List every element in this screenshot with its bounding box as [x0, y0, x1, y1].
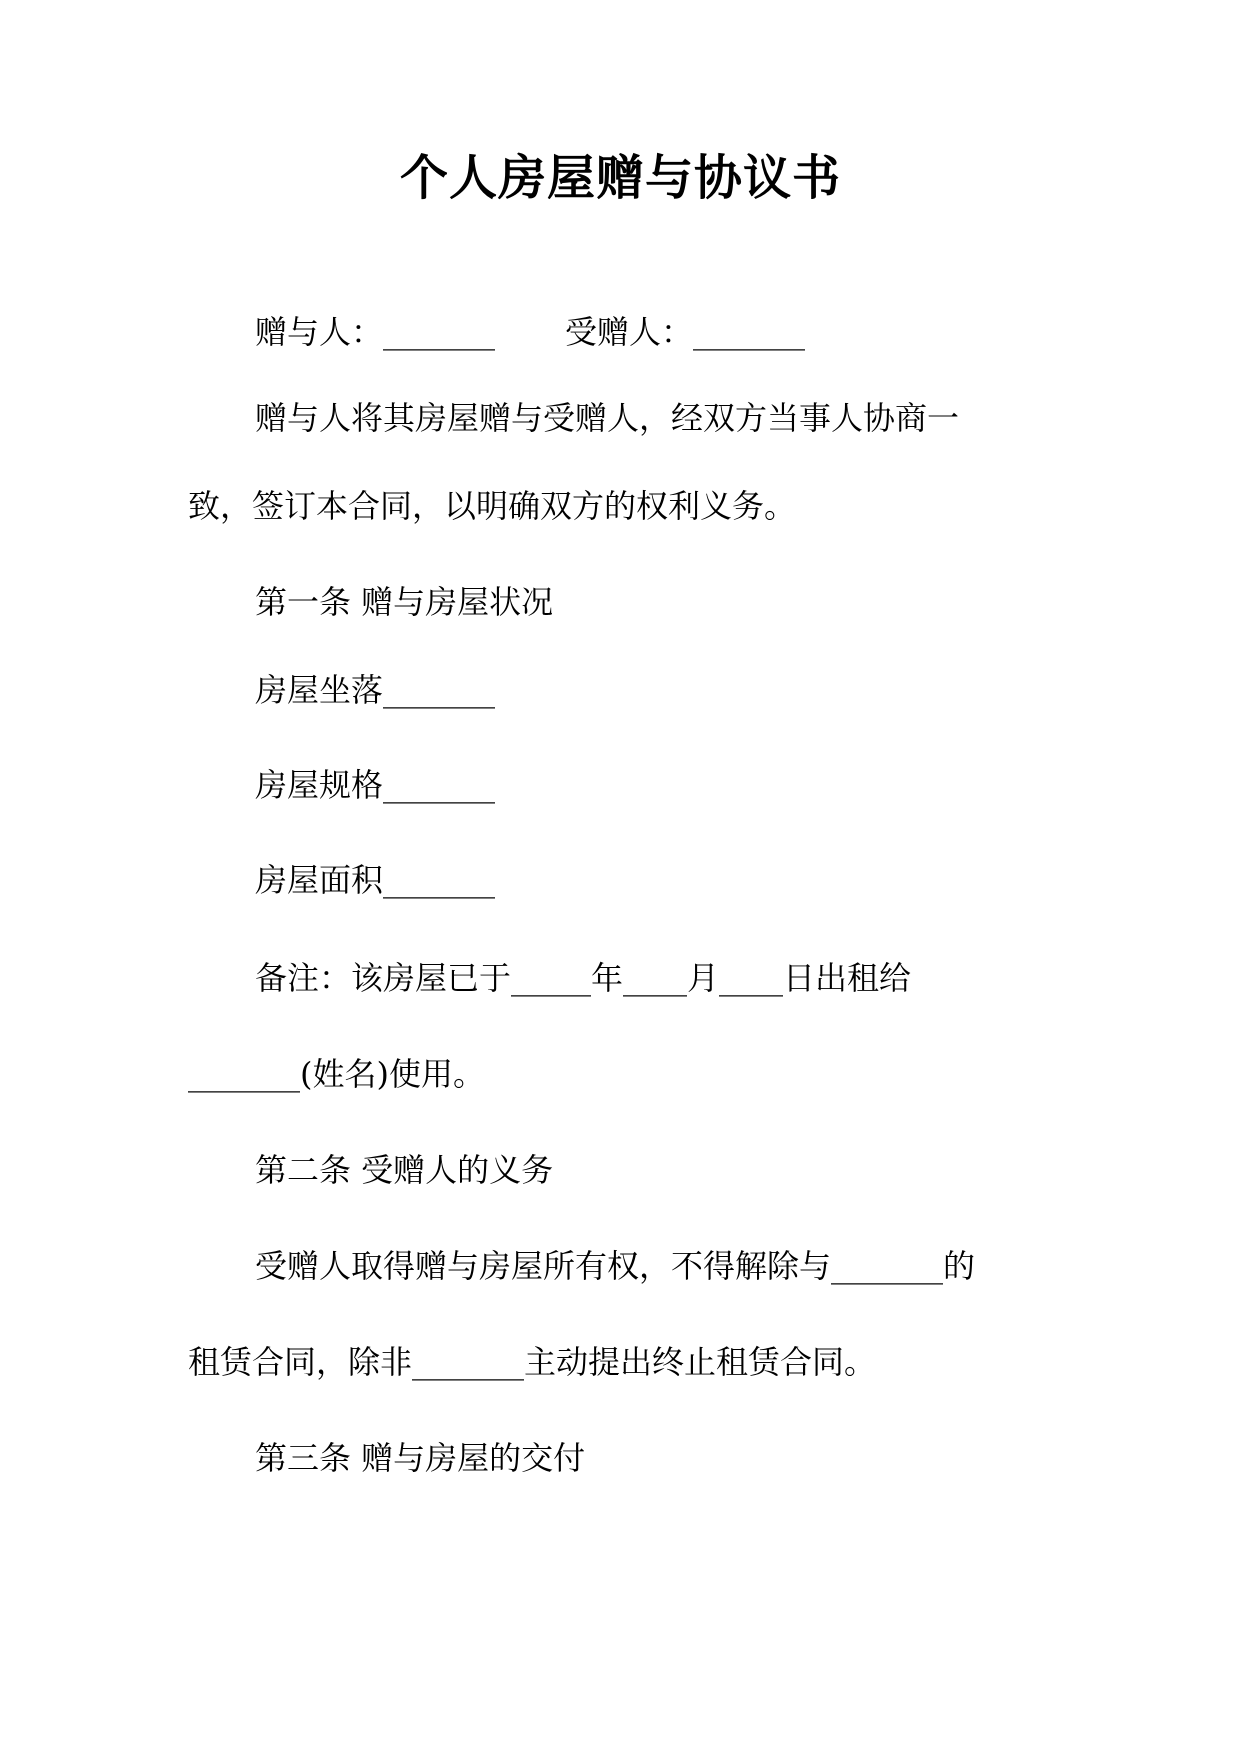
- document-title: 个人房屋赠与协议书: [399, 150, 841, 206]
- donee-field: 受赠人：_______: [565, 313, 806, 351]
- article-2-line-2: 租赁合同，除非_______主动提出终止租赁合同。: [188, 1343, 877, 1381]
- parties-line: [255, 312, 805, 352]
- article-2-heading: 第二条 受赠人的义务: [255, 1151, 554, 1189]
- intro-line-1: 赠与人将其房屋赠与受赠人，经双方当事人协商一: [255, 399, 960, 437]
- note-line-2: _______(姓名)使用。: [188, 1055, 485, 1093]
- note-line-1: 备注：该房屋已于_____年____月____日出租给: [255, 959, 912, 997]
- house-area-field: 房屋面积_______: [255, 861, 496, 899]
- article-2-line-1: 受赠人取得赠与房屋所有权，不得解除与_______的: [255, 1247, 976, 1285]
- intro-line-2: 致，签订本合同，以明确双方的权利义务。: [188, 487, 797, 525]
- house-spec-field: 房屋规格_______: [255, 766, 496, 804]
- donor-field: 赠与人：_______: [255, 313, 496, 351]
- article-3-heading: 第三条 赠与房屋的交付: [255, 1439, 586, 1477]
- article-1-heading: 第一条 赠与房屋状况: [255, 583, 554, 621]
- house-location-field: 房屋坐落_______: [255, 671, 496, 709]
